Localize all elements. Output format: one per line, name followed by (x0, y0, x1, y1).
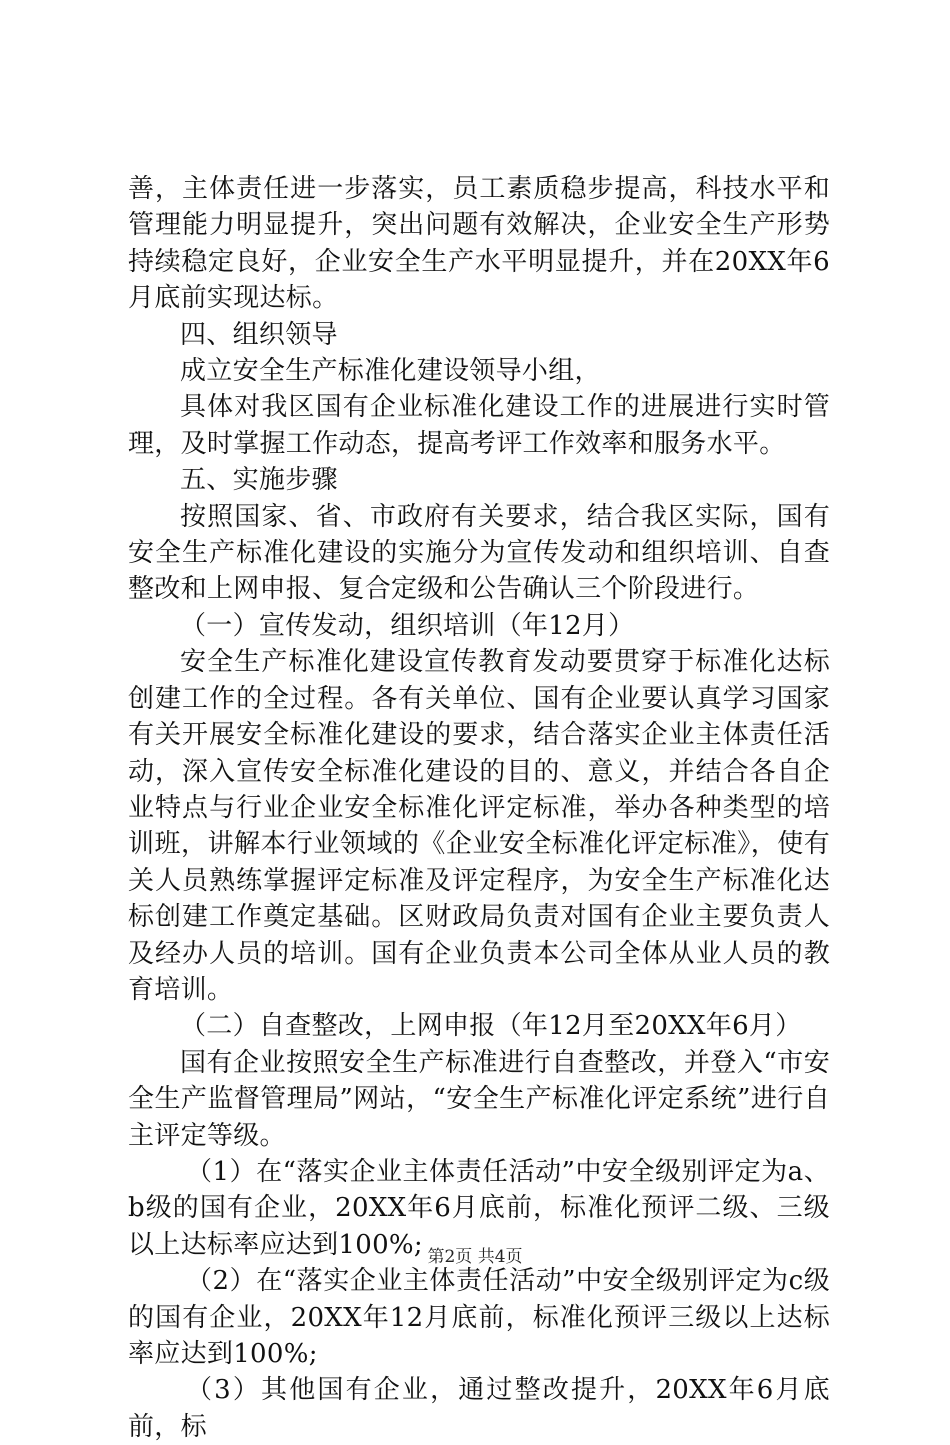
subsection-heading-self-check: （二）自查整改，上网申报（年12月至20XX年6月） (180, 1011, 802, 1042)
section-heading-implementation: 五、实施步骤 (180, 465, 338, 496)
list-item: （2）在“落实企业主体责任活动”中安全级别评定为c级的国有企业，20XX年12月底前，标准化预评三级以上达标率应达到100%; (128, 1266, 830, 1369)
paragraph: 国有企业按照安全生产标准进行自查整改，并登入“市安全生产监督管理局”网站，“安全生产标准化评定系统”进行自主评定等级。 (128, 1047, 830, 1151)
paragraph: 安全生产标准化建设宣传教育发动要贯穿于标准化达标创建工作的全过程。各有关单位、国有企业要认真学习国家有关开展安全标准化建设的要求，结合落实企业主体责任活动，深入宣传安全标准化建设的目的、意义，并结合各自企业特点与行业企业安全标准化评定标准，举办各种类型的培训班，讲解本行业领域的《企业安全标准化评定标准》，使有关人员熟练掌握评定标准及评定程序，为安全生产标准化达标创建工作奠定基础。区财政局负责对国有企业主要负责人及经办人员的培训。国有企业负责本公司全体从业人员的教育培训。 (128, 647, 830, 1005)
list-item: （1）在“落实企业主体责任活动”中安全级别评定为a、b级的国有企业，20XX年6月底前，标准化预评二级、三级以上达标率应达到100%; (128, 1156, 830, 1260)
paragraph: 按照国家、省、市政府有关要求，结合我区实际，国有安全生产标准化建设的实施分为宣传发动和组织培训、自查整改和上网申报、复合定级和公告确认三个阶段进行。 (128, 501, 830, 605)
paragraph-continuation: 善，主体责任进一步落实，员工素质稳步提高，科技水平和管理能力明显提升，突出问题有效解决，企业安全生产形势持续稳定良好，企业安全生产水平明显提升，并在20XX年6月底前实现达标。 (128, 174, 830, 314)
list-item: （3）其他国有企业，通过整改提升，20XX年6月底前，标 (128, 1375, 830, 1442)
page-number-footer: 第2页 共4页 (427, 1247, 523, 1267)
section-heading-organization: 四、组织领导 (180, 319, 338, 350)
paragraph: 具体对我区国有企业标准化建设工作的进展进行实时管理，及时掌握工作动态，提高考评工作效率和服务水平。 (128, 392, 830, 459)
subsection-heading-publicity: （一）宣传发动，组织培训（年12月） (180, 610, 635, 641)
paragraph: 成立安全生产标准化建设领导小组， (180, 356, 601, 387)
